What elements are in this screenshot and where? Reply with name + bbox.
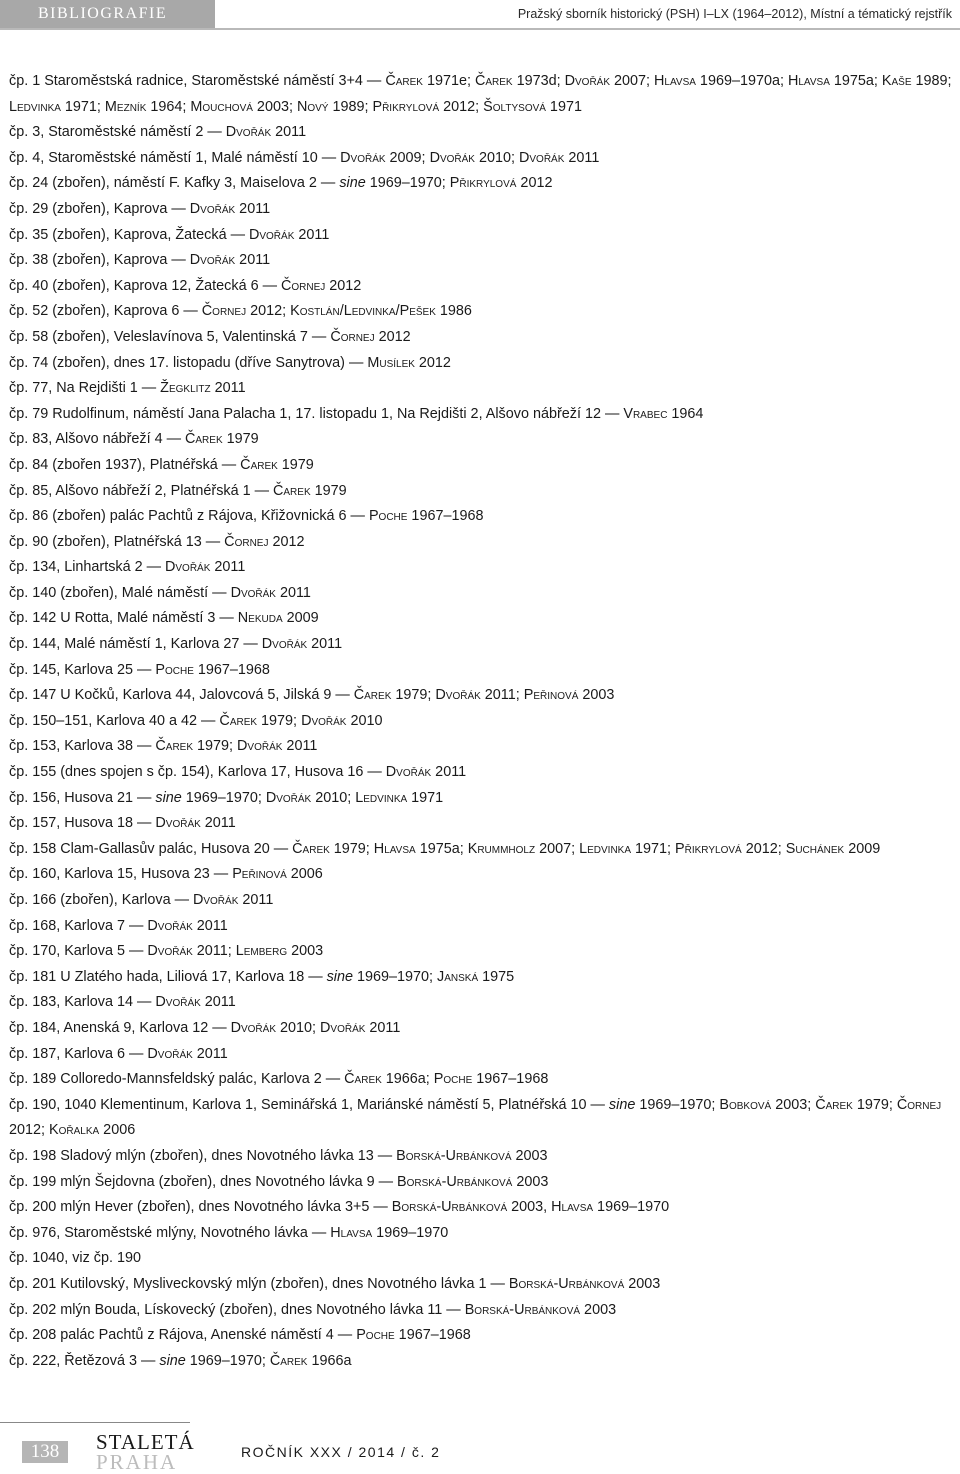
entry-text: 2011 (282, 738, 318, 755)
entry-text: čp. 201 Kutilovský, Mysliveckovský mlýn (zbořen), dnes Novotného lávka 1 — (9, 1275, 509, 1292)
entry-text: 2011 (192, 1045, 228, 1062)
entry-text: 1979 (277, 456, 314, 473)
author-name: Borská-Urbánková (508, 1275, 625, 1292)
entry-text: čp. 77, Na Rejdišti 1 — (9, 380, 161, 397)
author-name: Mouchová (190, 98, 253, 115)
author-name: Janská (437, 968, 479, 985)
entry-text: 1973d; (512, 73, 565, 89)
author-name: Dvořák (155, 815, 201, 832)
entry-text: 2003, (507, 1199, 552, 1216)
index-entry (9, 1195, 959, 1221)
entry-text: 2011 (210, 380, 246, 397)
entry-text: 2011; (192, 943, 236, 960)
author-name: Čarek (184, 431, 223, 448)
index-entry (9, 479, 959, 505)
index-entry (9, 632, 959, 658)
entry-text: 2011 (365, 1019, 401, 1036)
entry-text: 1964; (146, 98, 191, 115)
entry-text: čp. 1 Staroměstská radnice, Staroměstské náměstí 3+4 — (9, 73, 386, 89)
author-name: Ledvinka (355, 789, 408, 806)
index-entry (9, 811, 959, 837)
entry-text: 2011 (294, 226, 330, 243)
entry-text: čp. 142 U Rotta, Malé náměstí 3 — (9, 610, 238, 627)
author-name: Nekuda (237, 610, 283, 627)
entry-text: 1969–1970; (635, 1096, 720, 1113)
index-entry (9, 888, 959, 914)
author-name: Hlavsa (373, 840, 416, 857)
author-name: Přikrylová (675, 840, 742, 857)
entry-text: 2012; (439, 98, 484, 115)
entry-text: 2010; (311, 789, 356, 806)
author-name: Dvořák (237, 738, 283, 755)
entry-text: čp. 35 (zbořen), Kaprova, Žatecká — (9, 226, 249, 243)
entry-text: 2011 (210, 559, 246, 576)
author-name: Čarek (385, 73, 423, 89)
running-title: Pražský sborník historický (PSH) I–LX (1964–2012), Místní a tématický rejstřík (517, 7, 952, 21)
author-name: Hlavsa (330, 1224, 373, 1241)
entry-text: čp. 208 palác Pachtů z Rájova, Anenské náměstí 4 — (9, 1327, 357, 1344)
entry-text: 1969–1970; (181, 789, 266, 806)
author-name: Peřinová (523, 687, 579, 704)
entry-text: 2010 (346, 712, 383, 729)
author-name: Dvořák (192, 892, 239, 908)
index-entry (9, 223, 959, 249)
author-name: Dvořák (265, 789, 312, 806)
index-entry (9, 1042, 959, 1068)
entry-text: 2012; (246, 303, 291, 320)
entry-text: 1979; (329, 840, 374, 857)
author-name: Hlavsa (654, 73, 696, 89)
index-entry (9, 427, 959, 453)
entry-text: 1971; (60, 98, 105, 115)
entry-text: čp. 183, Karlova 14 — (9, 994, 156, 1011)
index-entry (9, 248, 959, 274)
entry-text: čp. 1040, viz čp. 190 (9, 1250, 141, 1267)
entry-text: čp. 170, Karlova 5 — (9, 943, 148, 960)
author-name: Přikrylová (449, 175, 517, 192)
entry-text: čp. 187, Karlova 6 — (9, 1045, 148, 1062)
author-name: Čarek (474, 73, 513, 89)
author-name: Ledvinka (9, 98, 61, 115)
index-entry (9, 914, 959, 940)
author-name: Hlavsa (551, 1199, 594, 1216)
index-entry (9, 1298, 959, 1324)
author-name: Čarek (155, 738, 194, 755)
entry-text: 1971; (631, 840, 676, 857)
index-entry (9, 1221, 959, 1247)
index-entry (9, 606, 959, 632)
index-entry (9, 453, 959, 479)
entry-text: 2011 (275, 584, 311, 601)
entry-text: 2003; (252, 98, 297, 115)
entry-text: 2011 (431, 764, 467, 781)
entry-text: čp. 156, Husova 21 — (9, 789, 156, 806)
index-entries (9, 69, 959, 1374)
entry-text: 1967–1968 (193, 661, 270, 678)
entry-text: čp. 3, Staroměstské náměstí 2 — (9, 124, 226, 141)
entry-text: 2009; (385, 149, 430, 166)
entry-text: čp. 202 mlýn Bouda, Lískovecký (zbořen), dnes Novotného lávka 11 — (9, 1301, 465, 1318)
author-name: Dvořák (189, 200, 236, 217)
index-entry (9, 530, 959, 556)
entry-text: 2012 (374, 328, 411, 345)
entry-text: čp. 29 (zbořen), Kaprova — (9, 200, 190, 217)
author-name: Dvořák (261, 636, 308, 653)
entry-text: 2011; (480, 687, 524, 704)
author-name: Dvořák (165, 559, 211, 576)
entry-text: čp. 198 Sladový mlýn (zbořen), dnes Novotného lávka 13 — (9, 1147, 397, 1164)
index-entry (9, 120, 959, 146)
section-label: BIBLIOGRAFIE (0, 0, 215, 28)
author-name: Musílek (367, 354, 415, 371)
author-name: Dvořák (564, 73, 611, 89)
entry-text: 1979; (257, 712, 302, 729)
entry-text: 2012 (414, 354, 451, 371)
index-entry (9, 1093, 959, 1144)
index-entry (9, 990, 959, 1016)
entry-text: 2012; (9, 1122, 50, 1139)
author-name: Šoltysová (483, 98, 546, 115)
journal-logo (96, 1430, 226, 1472)
author-name: Dvořák (518, 149, 565, 166)
entry-text: 1967–1968 (394, 1327, 471, 1344)
entry-text: čp. 150–151, Karlova 40 a 42 — (9, 712, 220, 729)
index-entry (9, 1272, 959, 1298)
entry-text: čp. 144, Malé náměstí 1, Karlova 27 — (9, 636, 262, 653)
footer-divider (0, 1422, 190, 1423)
entry-text: 2012; (741, 840, 786, 857)
index-entry (9, 1016, 959, 1042)
entry-text: 2007; (610, 73, 655, 89)
entry-text: čp. 24 (zbořen), náměstí F. Kafky 3, Maiselova 2 — (9, 175, 340, 192)
author-name: Dvořák (189, 252, 236, 269)
index-entry (9, 1067, 959, 1093)
author-name: Čarek (353, 687, 392, 704)
author-name: Hlavsa (787, 73, 830, 89)
entry-text: 1969–1970 (593, 1199, 670, 1216)
entry-text: 2007; (535, 840, 580, 857)
author-name: Kořalka (49, 1122, 100, 1139)
entry-text: 1986 (435, 303, 472, 320)
entry-text: čp. 222, Řetězová 3 — (9, 1352, 160, 1369)
index-entry (9, 504, 959, 530)
entry-text: čp. 140 (zbořen), Malé náměstí — (9, 584, 231, 601)
author-name: Dvořák (225, 124, 272, 141)
entry-text: 1979; (852, 1096, 897, 1113)
author-name: Čornej (224, 533, 269, 550)
logo-line-1: STALETÁ (96, 1430, 195, 1454)
entry-text: čp. 85, Alšovo nábřeží 2, Platnéřská 1 — (9, 482, 273, 499)
entry-text: čp. 160, Karlova 15, Husova 23 — (9, 866, 233, 883)
entry-text: 1964 (667, 405, 704, 422)
entry-text: čp. 155 (dnes spojen s čp. 154), Karlova 17, Husova 16 — (9, 764, 386, 781)
index-entry (9, 786, 959, 812)
author-name: Dvořák (147, 1045, 193, 1062)
entry-text: čp. 86 (zbořen) palác Pachtů z Rájova, Křižovnická 6 — (9, 508, 369, 525)
index-entry (9, 325, 959, 351)
entry-text: 1989; (911, 73, 952, 89)
page-header (0, 0, 960, 30)
entry-text: čp. 157, Husova 18 — (9, 815, 156, 832)
entry-text: čp. 184, Anenská 9, Karlova 12 — (9, 1019, 231, 1036)
author-name: Čarek (219, 712, 258, 729)
entry-text: 2003 (512, 1173, 549, 1190)
author-name: Čornej (330, 328, 375, 345)
author-name: Kostlán/Ledvinka/Pešek (290, 303, 436, 320)
entry-text: čp. 181 U Zlatého hada, Liliová 17, Karlova 18 — (9, 968, 327, 985)
entry-text: 1975a; (829, 73, 882, 89)
sine-marker: sine (155, 789, 182, 806)
index-entry (9, 760, 959, 786)
entry-text: 1969–1970 (372, 1224, 449, 1241)
author-name: Suchánek (785, 840, 845, 857)
author-name: Dvořák (429, 149, 475, 166)
author-name: Mezník (104, 98, 147, 115)
entry-text: čp. 158 Clam-Gallasův palác, Husova 20 — (9, 840, 293, 857)
sine-marker: sine (326, 968, 353, 985)
entry-text: 1967–1968 (472, 1071, 549, 1088)
entry-text: 1979; (391, 687, 436, 704)
index-entry (9, 299, 959, 325)
entry-text: 1969–1970a; (695, 73, 788, 89)
sine-marker: sine (608, 1096, 636, 1113)
index-entry (9, 274, 959, 300)
entry-text: čp. 166 (zbořen), Karlova — (9, 892, 193, 908)
entry-text: 1971 (407, 789, 444, 806)
index-entry (9, 939, 959, 965)
entry-text: čp. 40 (zbořen), Kaprova 12, Žatecká 6 — (9, 277, 281, 294)
index-entry (9, 402, 959, 428)
entry-text: čp. 83, Alšovo nábřeží 4 — (9, 431, 185, 448)
entry-text: 2011 (200, 815, 236, 832)
entry-text: 1975a; (415, 840, 468, 857)
index-entry (9, 1144, 959, 1170)
author-name: Borská-Urbánková (396, 1173, 513, 1190)
author-name: Čarek (272, 482, 311, 499)
index-entry (9, 658, 959, 684)
author-name: Čarek (292, 840, 330, 857)
sine-marker: sine (159, 1352, 186, 1369)
index-entry (9, 376, 959, 402)
entry-text: čp. 153, Karlova 38 — (9, 738, 156, 755)
entry-text: 1966a; (381, 1071, 434, 1088)
entry-text: 1979 (310, 482, 347, 499)
entry-text: 2010; (474, 149, 519, 166)
author-name: Čarek (269, 1352, 308, 1369)
entry-text: 2003 (578, 687, 615, 704)
author-name: Dvořák (301, 712, 347, 729)
entry-text: 1969–1970; (365, 175, 450, 192)
author-name: Vrabec (623, 405, 668, 422)
page-number: 138 (22, 1441, 68, 1463)
entry-text: čp. 134, Linhartská 2 — (9, 559, 165, 576)
author-name: Dvořák (230, 584, 276, 601)
entry-text: čp. 190, 1040 Klementinum, Karlova 1, Seminářská 1, Mariánské náměstí 5, Platnéřská 10 — (9, 1096, 609, 1113)
entry-text: čp. 147 U Kočků, Karlova 44, Jalovcová 5, Jilská 9 — (9, 687, 354, 704)
entry-text: čp. 52 (zbořen), Kaprova 6 — (9, 303, 202, 320)
entry-text: 2003 (580, 1301, 617, 1318)
entry-text: 2012 (268, 533, 305, 550)
index-entry (9, 734, 959, 760)
entry-text: čp. 74 (zbořen), dnes 17. listopadu (dříve Sanytrova) — (9, 354, 368, 371)
index-entry (9, 171, 959, 197)
entry-text: čp. 189 Colloredo-Mannsfeldský palác, Karlova 2 — (9, 1071, 345, 1088)
index-entry (9, 581, 959, 607)
author-name: Čarek (240, 456, 278, 473)
author-name: Nový (296, 98, 329, 115)
author-name: Dvořák (230, 1019, 276, 1036)
entry-text: 2003 (511, 1147, 548, 1164)
index-entry (9, 351, 959, 377)
author-name: Dvořák (385, 764, 432, 781)
author-name: Ledvinka (579, 840, 632, 857)
entry-text: 1969–1970; (353, 968, 438, 985)
author-name: Borská-Urbánková (391, 1199, 508, 1216)
author-name: Žegklitz (160, 380, 211, 397)
index-entry (9, 1170, 959, 1196)
entry-text: čp. 90 (zbořen), Platnéřská 13 — (9, 533, 225, 550)
entry-text: 1969–1970; (185, 1352, 270, 1369)
author-name: Dvořák (340, 149, 386, 166)
entry-text: 1967–1968 (407, 508, 484, 525)
author-name: Poche (433, 1071, 473, 1088)
entry-text: 2003; (771, 1096, 816, 1113)
index-entry (9, 555, 959, 581)
entry-text: 2009 (844, 840, 881, 857)
author-name: Dvořák (147, 917, 193, 934)
index-entry (9, 965, 959, 991)
author-name: Dvořák (147, 943, 193, 960)
entry-text: 1975 (478, 968, 515, 985)
index-entry (9, 197, 959, 223)
author-name: Poche (368, 508, 408, 525)
entry-text: 2011 (235, 200, 271, 217)
author-name: Čarek (344, 1071, 382, 1088)
index-entry (9, 683, 959, 709)
entry-text: 1979; (193, 738, 238, 755)
entry-text: čp. 200 mlýn Hever (zbořen), dnes Novotného lávka 3+5 — (9, 1199, 392, 1216)
index-entry (9, 1349, 959, 1375)
volume-label: ROČNÍK XXX / 2014 / č. 2 (241, 1444, 441, 1460)
entry-text: čp. 38 (zbořen), Kaprova — (9, 252, 190, 269)
entry-text: 1971e; (422, 73, 475, 89)
entry-text: 1966a (307, 1352, 352, 1369)
entry-text: čp. 976, Staroměstské mlýny, Novotného lávka — (9, 1224, 331, 1241)
logo-line-2: PRAHA (96, 1450, 178, 1474)
entry-text: čp. 199 mlýn Šejdovna (zbořen), dnes Novotného lávka 9 — (9, 1173, 397, 1190)
author-name: Poche (155, 661, 194, 678)
entry-text: 2006 (286, 866, 323, 883)
author-name: Dvořák (435, 687, 481, 704)
author-name: Dvořák (320, 1019, 366, 1036)
entry-text: čp. 168, Karlova 7 — (9, 917, 148, 934)
entry-text: 2011 (200, 994, 236, 1011)
author-name: Borská-Urbánková (464, 1301, 581, 1318)
index-entry (9, 146, 959, 172)
entry-text: 2012 (516, 175, 553, 192)
author-name: Lemberg (235, 943, 288, 960)
entry-text: 2011 (235, 252, 271, 269)
entry-text: čp. 4, Staroměstské náměstí 1, Malé náměstí 10 — (9, 149, 341, 166)
author-name: Poche (356, 1327, 395, 1344)
author-name: Borská-Urbánková (396, 1147, 512, 1164)
entry-text: čp. 84 (zbořen 1937), Platnéřská — (9, 456, 241, 473)
entry-text: 2006 (99, 1122, 136, 1139)
entry-text: 1979 (222, 431, 259, 448)
entry-text: 2009 (282, 610, 319, 627)
author-name: Krummholz (467, 840, 536, 857)
entry-text: 2011 (307, 636, 343, 653)
author-name: Čarek (815, 1096, 853, 1113)
index-entry (9, 1323, 959, 1349)
entry-text: 2003 (624, 1275, 661, 1292)
entry-text: čp. 79 Rudolfinum, náměstí Jana Palacha 1, 17. listopadu 1, Na Rejdišti 2, Alšovo nábřeží 12 — (9, 405, 624, 422)
index-entry (9, 837, 959, 863)
entry-text: 2011 (564, 149, 600, 166)
entry-text: 2003 (287, 943, 324, 960)
author-name: Čornej (896, 1096, 942, 1113)
author-name: Čornej (280, 277, 326, 294)
entry-text: 2011 (238, 892, 274, 908)
author-name: Bobková (719, 1096, 772, 1113)
entry-text: 2011 (192, 917, 228, 934)
index-entry (9, 69, 959, 120)
sine-marker: sine (339, 175, 366, 192)
entry-text: 2011 (271, 124, 307, 141)
entry-text: 2012 (325, 277, 362, 294)
index-entry (9, 862, 959, 888)
index-entry (9, 1246, 959, 1272)
entry-text: čp. 145, Karlova 25 — (9, 661, 156, 678)
author-name: Čornej (201, 303, 247, 320)
entry-text: 2010; (276, 1019, 321, 1036)
author-name: Kaše (881, 73, 912, 89)
author-name: Dvořák (155, 994, 201, 1011)
author-name: Přikrylová (372, 98, 440, 115)
index-entry (9, 709, 959, 735)
entry-text: 1989; (328, 98, 373, 115)
author-name: Peřinová (232, 866, 287, 883)
entry-text: 1971 (545, 98, 582, 115)
author-name: Dvořák (248, 226, 295, 243)
entry-text: čp. 58 (zbořen), Veleslavínova 5, Valentinská 7 — (9, 328, 331, 345)
